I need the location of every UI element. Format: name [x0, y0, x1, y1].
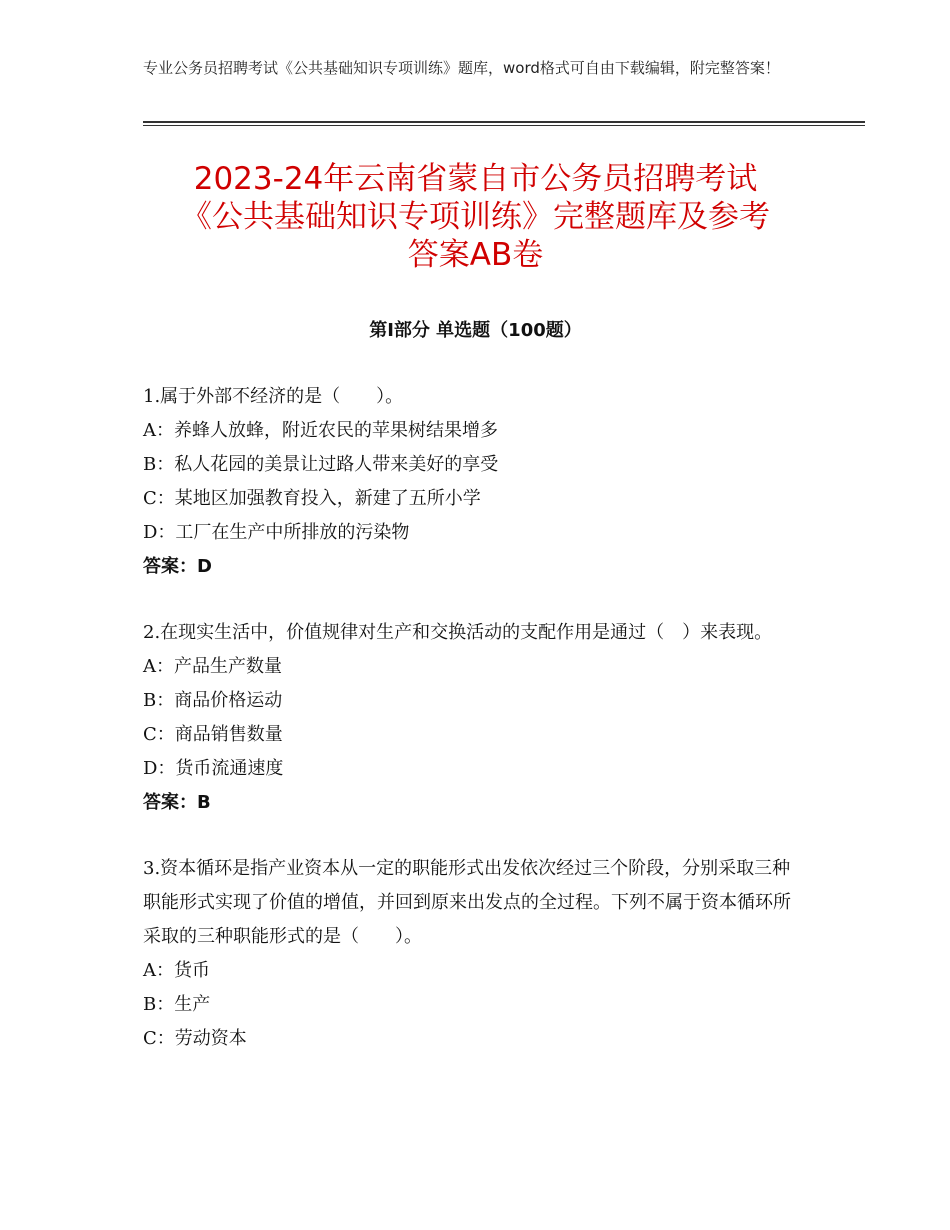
question-stem: 1.属于外部不经济的是（ ）。 — [143, 386, 404, 407]
header-divider-thick — [143, 121, 865, 123]
option-a: A：货币 — [143, 960, 210, 981]
question-list — [143, 380, 808, 1088]
document-title — [143, 160, 808, 274]
question-stem: 2.在现实生活中，价值规律对生产和交换活动的支配作用是通过（ ）来表现。 — [143, 622, 773, 643]
option-a: A：养蜂人放蜂，附近农民的苹果树结果增多 — [143, 420, 498, 441]
option-b: B：商品价格运动 — [143, 690, 283, 711]
option-c: C：某地区加强教育投入，新建了五所小学 — [143, 488, 481, 509]
title-line: 2023-24年云南省蒙自市公务员招聘考试 — [193, 161, 758, 197]
question-stem: 3.资本循环是指产业资本从一定的职能形式出发依次经过三个阶段，分别采取三种职能形式实现了价值的增值，并回到原来出发点的全过程。下列不属于资本循环所采取的三种职能形式的是（ ）。 — [143, 858, 791, 947]
option-a: A：产品生产数量 — [143, 656, 282, 677]
title-line: 《公共基础知识专项训练》完整题库及参考 — [181, 199, 770, 235]
option-c: C：商品销售数量 — [143, 724, 283, 745]
title-line: 答案AB卷 — [407, 237, 544, 273]
header-divider-thin — [143, 125, 865, 126]
section-heading: 第I部分 单选题（100题） — [369, 320, 582, 341]
answer-line: 答案：D — [143, 556, 212, 577]
option-c: C：劳动资本 — [143, 1028, 247, 1049]
option-b: B：生产 — [143, 994, 211, 1015]
question-3 — [143, 852, 808, 1056]
option-b: B：私人花园的美景让过路人带来美好的享受 — [143, 454, 499, 475]
answer-line: 答案：B — [143, 792, 211, 813]
question-1 — [143, 380, 808, 584]
option-d: D：货币流通速度 — [143, 758, 284, 779]
header-note: 专业公务员招聘考试《公共基础知识专项训练》题库，word格式可自由下载编辑，附完整答案！ — [143, 59, 780, 77]
question-2 — [143, 616, 808, 820]
option-d: D：工厂在生产中所排放的污染物 — [143, 522, 410, 543]
